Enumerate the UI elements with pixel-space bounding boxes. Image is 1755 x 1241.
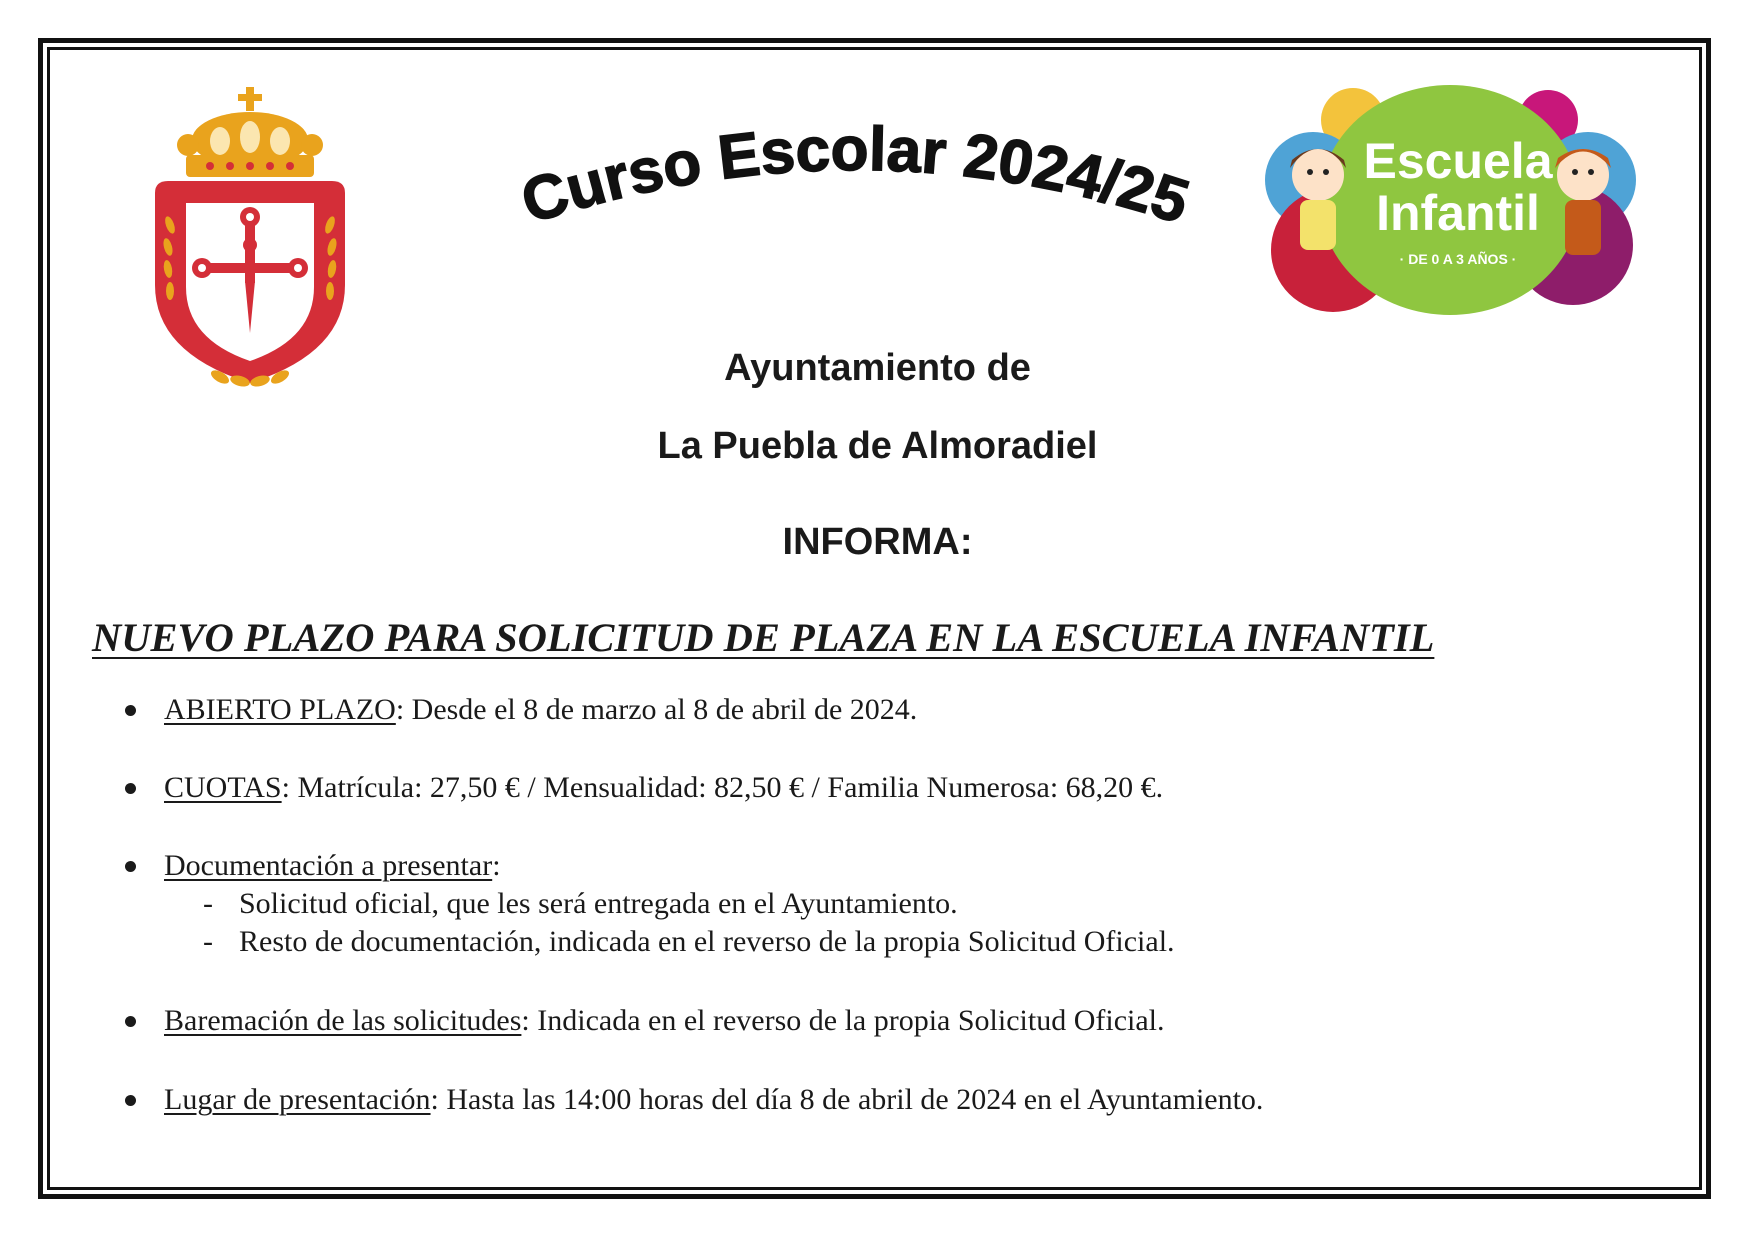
municipal-crest-icon — [150, 85, 350, 390]
headline: NUEVO PLAZO PARA SOLICITUD DE PLAZA EN LA ESCUELA INFANTIL — [92, 615, 1435, 660]
item-text: : Hasta las 14:00 horas del día 8 de abril de 2024 en el Ayuntamiento. — [430, 1083, 1264, 1116]
sub-item-text: Solicitud oficial, que les será entregada en el Ayuntamiento. — [239, 887, 958, 920]
sub-item-text: Resto de documentación, indicada en el reverso de la propia Solicitud Oficial. — [239, 925, 1175, 958]
item-text: : Indicada en el reverso de la propia Solicitud Oficial. — [521, 1004, 1165, 1037]
bullet-icon — [125, 705, 136, 716]
item-text: : Matrícula: 27,50 € / Mensualidad: 82,50 € / Familia Numerosa: 68,20 €. — [281, 771, 1164, 804]
bullet-icon — [125, 1016, 136, 1027]
bullet-icon — [125, 1095, 136, 1106]
item-text: : Desde el 8 de marzo al 8 de abril de 2024. — [395, 693, 918, 726]
item-label: ABIERTO PLAZO — [164, 693, 396, 726]
item-label: Documentación a presentar — [164, 849, 493, 882]
curso-escolar-title — [465, 108, 1245, 258]
informa-heading: INFORMA: — [782, 521, 973, 563]
bullet-icon — [125, 861, 136, 872]
escuela-infantil-logo — [1258, 80, 1643, 325]
dash-icon: - — [203, 887, 213, 920]
dash-icon: - — [203, 925, 213, 958]
item-label: CUOTAS — [164, 771, 282, 804]
item-text: : — [492, 849, 501, 882]
bullet-icon — [125, 783, 136, 794]
item-label: Baremación de las solicitudes — [164, 1004, 522, 1037]
logo-line2: Infantil — [1376, 185, 1540, 241]
item-label: Lugar de presentación — [164, 1083, 431, 1116]
issuer-line2: La Puebla de Almoradiel — [657, 425, 1098, 467]
svg-text:Curso Escolar 2024/25 — [514, 115, 1197, 237]
logo-tagline: · DE 0 A 3 AÑOS · — [1399, 251, 1517, 267]
issuer-line1: Ayuntamiento de — [724, 347, 1031, 389]
logo-line1: Escuela — [1363, 133, 1553, 189]
curso-title-text: Curso Escolar 2024/25 — [513, 114, 1197, 238]
